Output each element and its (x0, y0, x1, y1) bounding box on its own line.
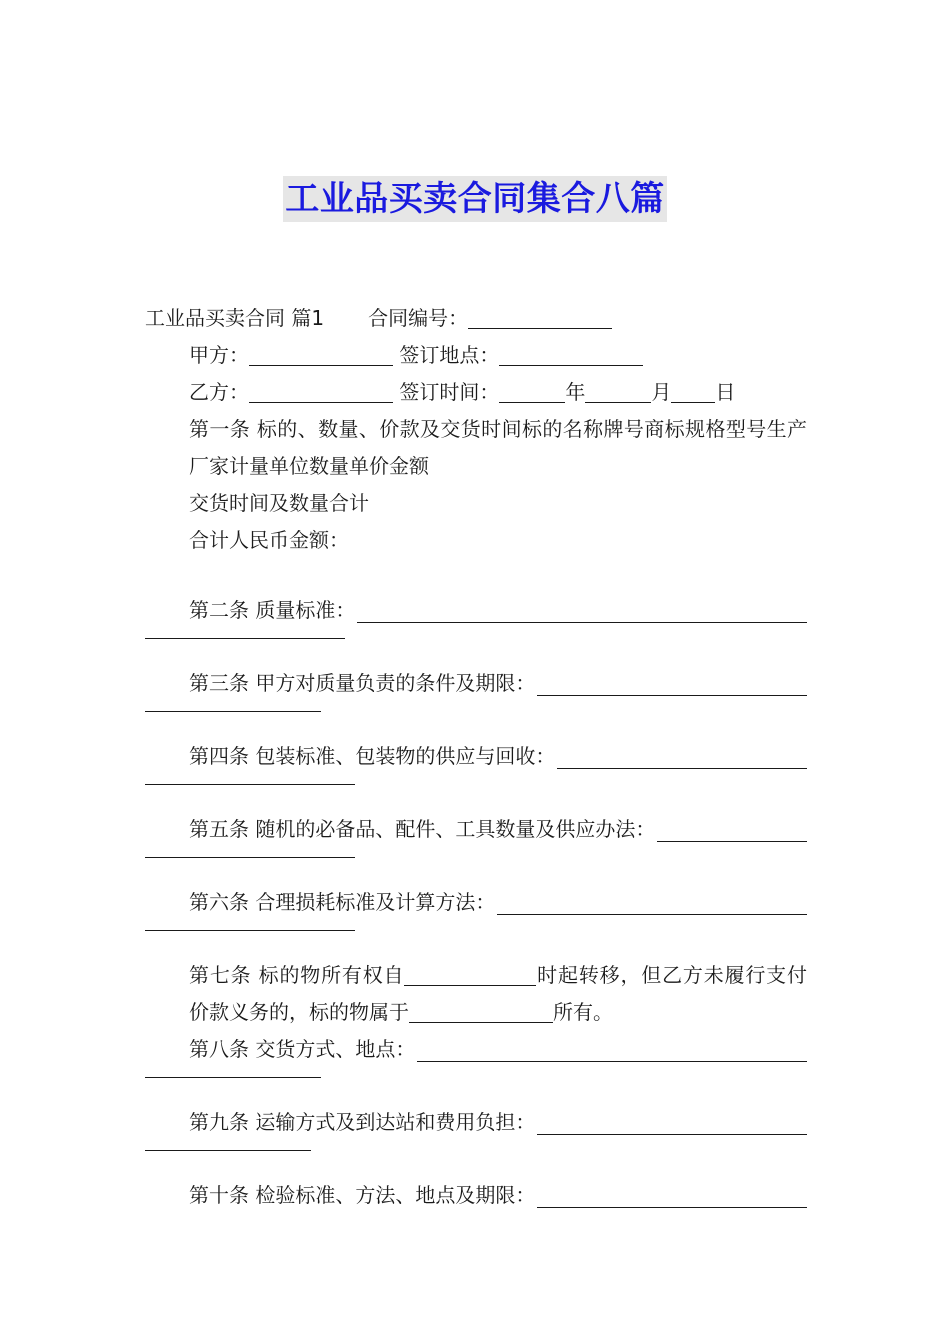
article-2-label: 第二条 质量标准： (189, 598, 356, 622)
month-label: 月 (651, 380, 672, 404)
month-blank (585, 380, 651, 403)
party-b-label: 乙方： (189, 380, 249, 404)
article-3-label: 第三条 甲方对质量负责的条件及期限： (189, 671, 536, 695)
article-10-label: 第十条 检验标准、方法、地点及期限： (189, 1183, 536, 1207)
spacer (145, 559, 807, 592)
article-8-label: 第八条 交货方式、地点： (189, 1037, 416, 1061)
article-5-label: 第五条 随机的必备品、配件、工具数量及供应办法： (189, 817, 656, 841)
contract-header-line (145, 300, 807, 337)
article-4-label: 第四条 包装标准、包装物的供应与回收： (189, 744, 556, 768)
party-b-line (145, 374, 807, 411)
article-2-blank (357, 600, 807, 623)
article-8 (145, 1031, 807, 1068)
article-7-part3: 所有。 (553, 1000, 613, 1024)
article-5-blank-cont (145, 848, 807, 884)
article-1: 第一条 标的、数量、价款及交货时间标的名称牌号商标规格型号生产厂家计量单位数量单价金额 (189, 417, 807, 478)
article-3-blank (537, 673, 807, 696)
article-7-blank-2 (409, 1000, 553, 1023)
article-6 (145, 884, 807, 921)
article-5 (145, 811, 807, 848)
day-blank (671, 380, 715, 403)
article-1-line3: 合计人民币金额： (189, 528, 349, 552)
article-9-label: 第九条 运输方式及到达站和费用负担： (189, 1110, 536, 1134)
article-7-part1: 第七条 标的物所有权自 (189, 963, 405, 987)
party-a-line (145, 337, 807, 374)
contract-no-blank (468, 306, 612, 329)
party-b-blank (249, 380, 393, 403)
sign-time-label: 签订时间： (399, 380, 500, 404)
article-6-label: 第六条 合理损耗标准及计算方法： (189, 890, 496, 914)
sign-place-label: 签订地点： (399, 343, 500, 367)
day-label: 日 (715, 380, 736, 404)
year-blank (499, 380, 565, 403)
article-8-blank (417, 1039, 807, 1062)
article-4 (145, 738, 807, 775)
article-7-blank-1 (404, 963, 536, 986)
contract-body (145, 300, 807, 1214)
article-7 (145, 957, 807, 1031)
contract-no-label: 合同编号： (368, 306, 469, 330)
article-4-blank-cont (145, 775, 807, 811)
article-5-blank (657, 819, 807, 842)
article-9-blank-cont (145, 1141, 807, 1177)
article-9-blank (537, 1112, 807, 1135)
document-title-wrap (0, 176, 950, 222)
article-2 (145, 592, 807, 629)
document-title: 工业品买卖合同集合八篇 (283, 176, 667, 222)
sign-place-blank (499, 343, 643, 366)
article-7-part2: 时起转移，但乙方未履行支付价款义务的，标的物属于 (189, 963, 807, 1024)
article-6-blank-cont (145, 921, 807, 957)
article-6-blank (497, 892, 807, 915)
article-10-blank (537, 1185, 807, 1208)
party-a-blank (249, 343, 393, 366)
article-1-line2: 交货时间及数量合计 (189, 491, 369, 515)
article-3 (145, 665, 807, 702)
article-10 (145, 1177, 807, 1214)
article-2-blank-cont (145, 629, 807, 665)
party-a-label: 甲方： (189, 343, 249, 367)
article-9 (145, 1104, 807, 1141)
article-8-blank-cont (145, 1068, 807, 1104)
year-label: 年 (565, 380, 586, 404)
contract-header-label: 工业品买卖合同 篇1 (145, 306, 325, 330)
article-4-blank (557, 746, 807, 769)
article-3-blank-cont (145, 702, 807, 738)
